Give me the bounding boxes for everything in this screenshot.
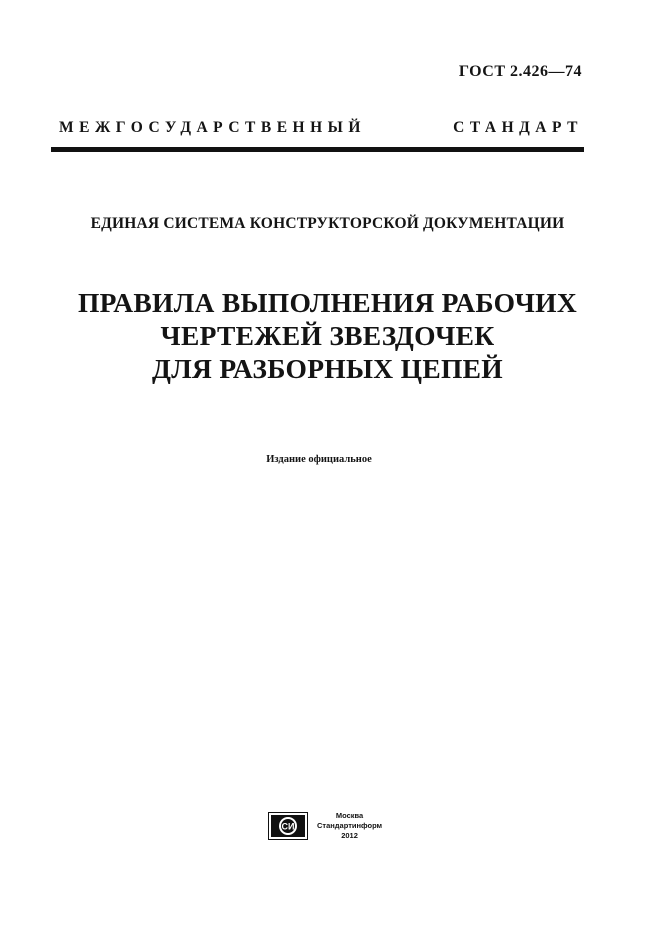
- heading-rule: [51, 147, 584, 152]
- publisher-name: Стандартинформ: [317, 821, 383, 830]
- gost-code: ГОСТ 2.426—74: [458, 63, 582, 80]
- interstate-standard-heading: МЕЖГОСУДАРСТВЕННЫЙ СТАНДАРТ: [59, 119, 583, 136]
- document-title: [0, 286, 655, 385]
- title-line-3: ДЛЯ РАЗБОРНЫХ ЦЕПЕЙ: [152, 353, 503, 384]
- publisher-city: Москва: [335, 811, 364, 820]
- title-line-2: ЧЕРТЕЖЕЙ ЗВЕЗДОЧЕК: [160, 320, 495, 351]
- edition-note: Издание официальное: [266, 454, 372, 465]
- title-line-1: ПРАВИЛА ВЫПОЛНЕНИЯ РАБОЧИХ: [77, 287, 578, 318]
- publisher-lines: [317, 811, 382, 841]
- logo-lettering: СИ: [281, 821, 295, 832]
- system-name: ЕДИНАЯ СИСТЕМА КОНСТРУКТОРСКОЙ ДОКУМЕНТАЦИИ: [90, 215, 565, 232]
- standartinform-logo-icon: [268, 812, 308, 840]
- publisher-block: [268, 811, 382, 841]
- publisher-year: 2012: [341, 831, 358, 840]
